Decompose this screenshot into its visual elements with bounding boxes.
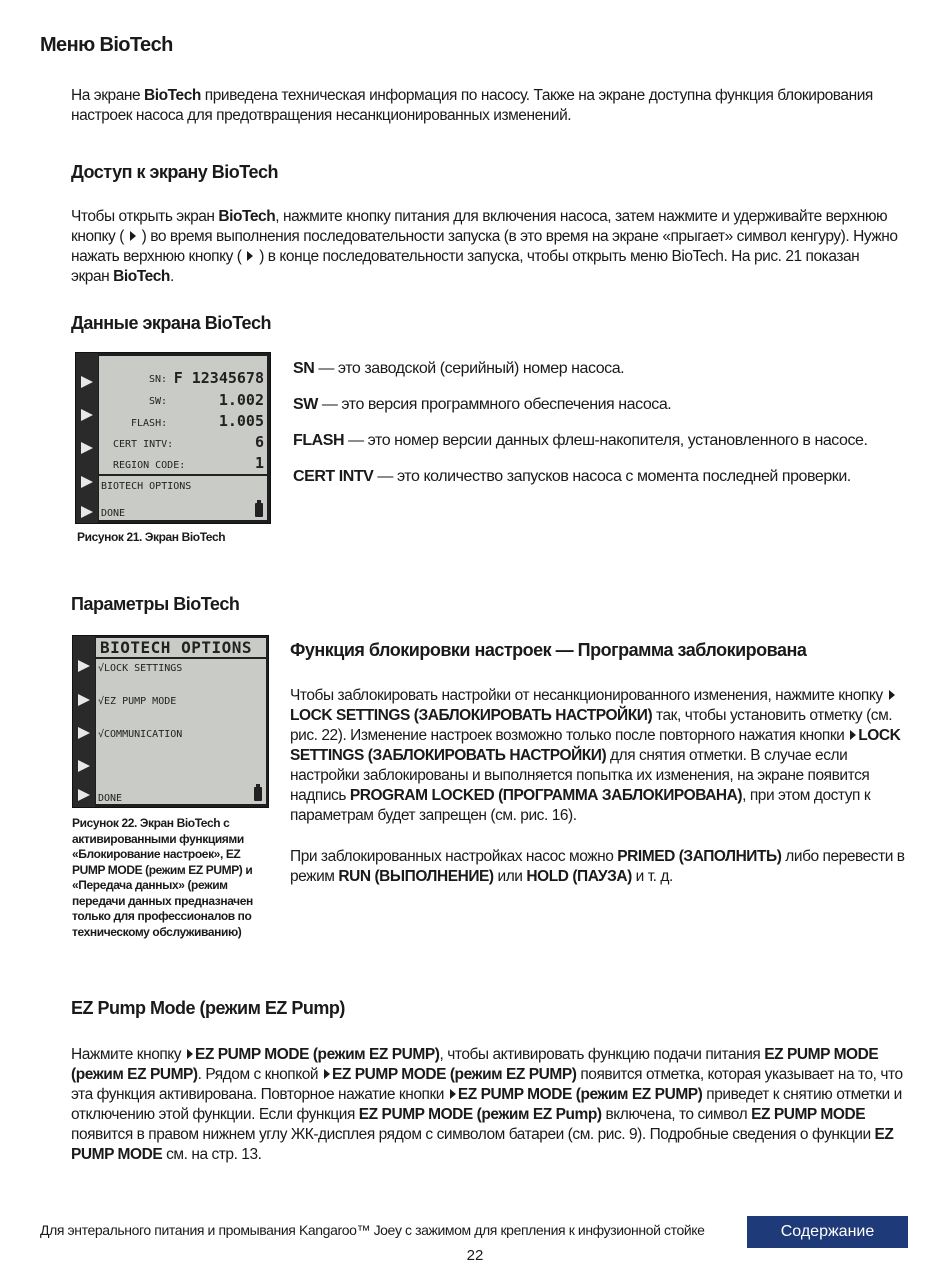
flash-value: 1.005 [218, 412, 264, 430]
battery-icon [254, 787, 262, 801]
softkey-arrow-icon [76, 759, 92, 773]
figure-22-caption: Рисунок 22. Экран BioTech с активированными функциями «Блокирование настроек», EZ PUMP MODE (режим EZ PUMP) и «Передача данных» (режим передачи данных предназначен только для профессионалов по техническому обслуживанию) [72, 816, 253, 939]
softkey-arrow-icon [324, 1069, 330, 1079]
ez-pump-mode-option[interactable]: √EZ PUMP MODE [98, 696, 177, 707]
softkey-arrow-icon [187, 1049, 193, 1059]
softkey-arrow-icon [76, 788, 92, 802]
cert-intv-value: 6 [254, 433, 264, 451]
page-title: Меню BioTech [40, 34, 173, 56]
access-heading: Доступ к экрану BioTech [71, 162, 278, 182]
battery-icon [255, 503, 263, 517]
sw-label: SW: [149, 396, 168, 407]
sw-value: 1.002 [218, 391, 264, 409]
params-heading: Параметры BioTech [71, 594, 240, 614]
def-flash: FLASH — это номер версии данных флеш-накопителя, установленного в насосе. [293, 432, 868, 449]
softkey-arrow-icon [79, 475, 95, 489]
softkey-arrow-icon [79, 505, 95, 519]
figure-21-caption: Рисунок 21. Экран BioTech [77, 530, 226, 544]
intro-paragraph: На экране BioTech приведена техническая информация по насосу. Также на экране доступна функция блокирования настроек насоса для предотвращения несанкционированных изменений. [71, 87, 873, 124]
softkey-arrow-icon [79, 408, 95, 422]
sn-value: F 12345678 [173, 369, 264, 387]
locked-paragraph: При заблокированных настройках насос можно PRIMED (ЗАПОЛНИТЬ) либо перевести в режим RUN (ВЫПОЛНЕНИЕ) или HOLD (ПАУЗА) и т. д. [290, 848, 905, 885]
sn-label: SN: [149, 374, 168, 385]
softkey-arrow-icon [76, 693, 92, 707]
softkey-arrow-icon [79, 375, 95, 389]
softkey-arrow-icon [450, 1089, 456, 1099]
up-arrow-icon [247, 251, 253, 261]
access-paragraph: Чтобы открыть экран BioTech, нажмите кнопку питания для включения насоса, затем нажмите и удерживайте верхнюю кнопку ( ) во время выполнения последовательности запуска (в это время на экране «прыгает» символ кенгуру). Нужно нажать верхнюю кнопку ( ) в конце последовательности запуска, чтобы открыть меню BioTech. На рис. 21 показан экран BioTech. [71, 208, 898, 285]
done-softkey[interactable]: DONE [98, 793, 123, 804]
biotech-screen-figure [75, 352, 271, 524]
done-softkey[interactable]: DONE [101, 508, 126, 519]
biotech-options-softkey[interactable]: BIOTECH OPTIONS [101, 481, 192, 492]
flash-label: FLASH: [131, 418, 168, 429]
cert-intv-label: CERT INTV: [113, 439, 174, 450]
softkey-arrow-icon [889, 690, 895, 700]
page-number: 22 [466, 1247, 484, 1264]
softkey-arrow-icon [76, 659, 92, 673]
def-sn: SN — это заводской (серийный) номер насоса. [293, 360, 625, 377]
contents-button[interactable]: Содержание [747, 1216, 908, 1248]
up-arrow-icon [130, 231, 136, 241]
region-code-label: REGION CODE: [113, 460, 186, 471]
communication-option[interactable]: √COMMUNICATION [98, 729, 183, 740]
lock-paragraph: Чтобы заблокировать настройки от несанкционированного изменения, нажмите кнопку LOCK SETTINGS (ЗАБЛОКИРОВАТЬ НАСТРОЙКИ) так, чтобы установить отметку (см. рис. 22). Изменение настроек возможно только после повторного нажатия кнопки LOCK SETTINGS (ЗАБЛОКИРОВАТЬ НАСТРОЙКИ) для снятия отметки. В случае если настройки заблокированы и выполняется попытка их изменения, на экране появится надпись PROGRAM LOCKED (ПРОГРАММА ЗАБЛОКИРОВАНА), при этом доступ к параметрам будет запрещен (см. рис. 16). [290, 687, 901, 824]
softkey-arrow-icon [850, 730, 856, 740]
softkey-arrow-icon [76, 726, 92, 740]
data-heading: Данные экрана BioTech [71, 313, 271, 333]
def-cert-intv: CERT INTV — это количество запусков насоса с момента последней проверки. [293, 468, 851, 485]
footer-text: Для энтерального питания и промывания Kangaroo™ Joey с зажимом для крепления к инфузионной стойке [40, 1222, 705, 1238]
lock-heading: Функция блокировки настроек — Программа заблокирована [290, 640, 807, 660]
ez-paragraph: Нажмите кнопку EZ PUMP MODE (режим EZ PUMP), чтобы активировать функцию подачи питания EZ PUMP MODE (режим EZ PUMP). Рядом с кнопкой EZ PUMP MODE (режим EZ PUMP) появится отметка, которая указывает на то, что эта функция активирована. Повторное нажатие кнопки EZ PUMP MODE (режим EZ PUMP) приведет к снятию отметки и отключению этой функции. Если функция EZ PUMP MODE (режим EZ Pump) включена, то символ EZ PUMP MODE появится в правом нижнем углу ЖК-дисплея рядом с символом батареи (см. рис. 9). Подробные сведения о функции EZ PUMP MODE см. на стр. 13. [71, 1046, 903, 1163]
options-screen-title: BIOTECH OPTIONS [100, 638, 252, 657]
lock-settings-option[interactable]: √LOCK SETTINGS [98, 663, 183, 674]
def-sw: SW — это версия программного обеспечения насоса. [293, 396, 672, 413]
biotech-options-screen-figure [72, 635, 269, 808]
softkey-arrow-icon [79, 441, 95, 455]
region-code-value: 1 [254, 454, 264, 472]
ez-heading: EZ Pump Mode (режим EZ Pump) [71, 998, 345, 1018]
